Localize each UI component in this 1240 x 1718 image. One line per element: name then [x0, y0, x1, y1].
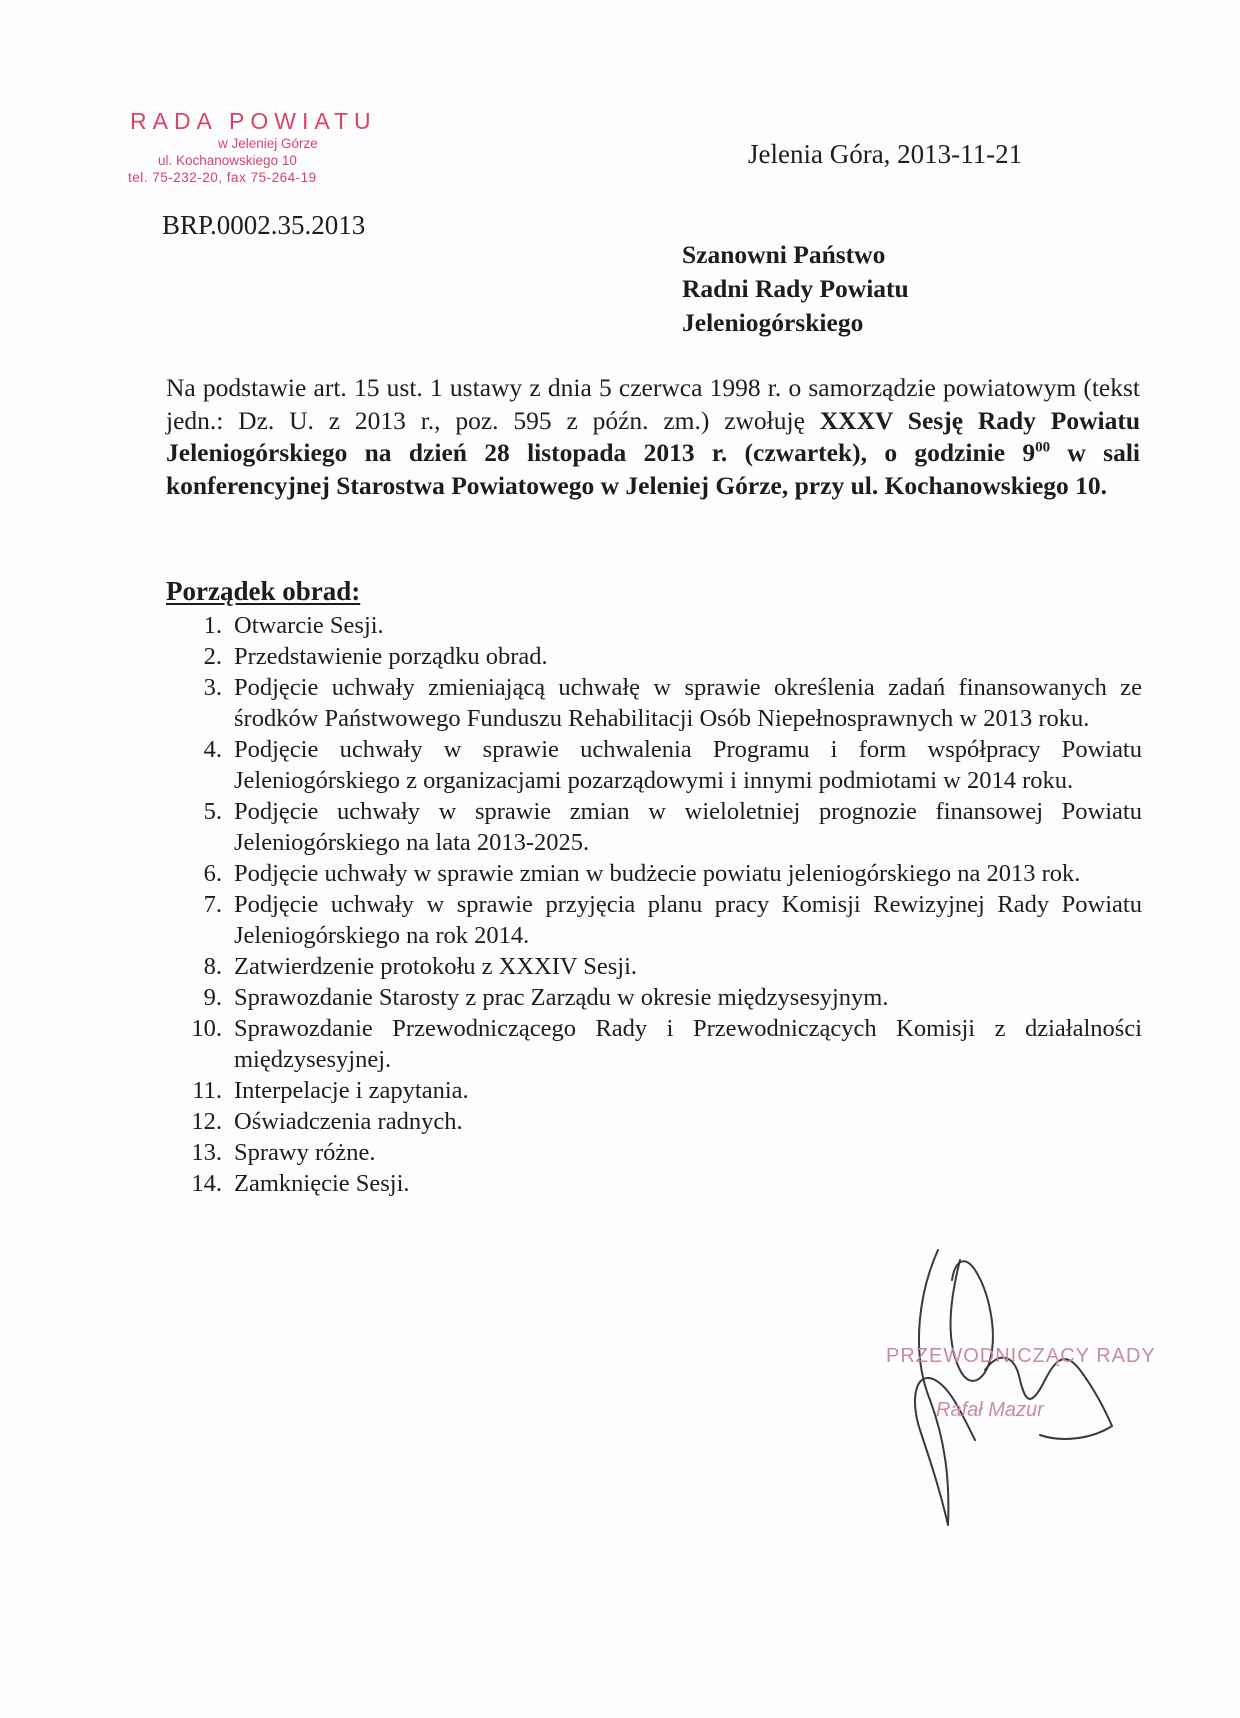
agenda-item-text: Przedstawienie porządku obrad.	[234, 643, 548, 670]
letterhead-phone: tel. 75-232-20, fax 75-264-19	[128, 170, 317, 185]
agenda-item-number: 4.	[203, 736, 222, 763]
agenda-item-text: Podjęcie uchwały w sprawie przyjęcia planu pracy Komisji Rewizyjnej Rady Powiatu Jeleniogórskiego na rok 2014.	[234, 891, 1142, 949]
letterhead-street: ul. Kochanowskiego 10	[158, 153, 297, 168]
agenda-item-text: Podjęcie uchwały w sprawie zmian w budżecie powiatu jeleniogórskiego na 2013 rok.	[234, 860, 1081, 887]
convocation-intro: Na podstawie art. 15 ust. 1 ustawy z dnia 5 czerwca 1998 r. o samorządzie powiatowym (tekst jedn.: Dz. U. z 2013 r., poz. 595 z późn. zm.) zwołuję	[166, 373, 1140, 435]
agenda-item-number: 8.	[203, 953, 222, 980]
agenda-item	[190, 1168, 1142, 1199]
agenda-item	[190, 1075, 1142, 1106]
agenda-item-number: 5.	[203, 798, 222, 825]
agenda-item	[190, 1013, 1142, 1075]
agenda-item	[190, 641, 1142, 672]
agenda-list	[190, 610, 1142, 1199]
agenda-item	[190, 951, 1142, 982]
agenda-item-number: 11.	[192, 1077, 222, 1104]
agenda-item-number: 7.	[203, 891, 222, 918]
agenda-item-text: Zatwierdzenie protokołu z XXXIV Sesji.	[234, 953, 638, 980]
agenda-item-number: 1.	[203, 612, 222, 639]
place-date: Jelenia Góra, 2013-11-21	[748, 139, 1023, 169]
agenda-item	[190, 982, 1142, 1013]
agenda-item	[190, 672, 1142, 734]
agenda-item-text: Podjęcie uchwały w sprawie uchwalenia Programu i form współpracy Powiatu Jeleniogórskiego z organizacjami pozarządowymi i innymi podmiotami w 2014 roku.	[234, 736, 1142, 794]
agenda-item	[190, 1137, 1142, 1168]
agenda-item	[190, 889, 1142, 951]
letterhead-city: w Jeleniej Górze	[218, 136, 318, 151]
agenda-item	[190, 610, 1142, 641]
agenda-item-number: 14.	[191, 1170, 222, 1197]
agenda-item	[190, 858, 1142, 889]
agenda-item-number: 3.	[203, 674, 222, 701]
convocation-location: w sali konferencyjnej Starostwa Powiatowego w Jeleniej Górze, przy ul. Kochanowskiego 10.	[166, 438, 1140, 500]
agenda-item-number: 9.	[203, 984, 222, 1011]
agenda-item-text: Zamknięcie Sesji.	[234, 1170, 410, 1197]
agenda-item-text: Otwarcie Sesji.	[234, 612, 384, 639]
agenda-item-number: 13.	[191, 1139, 222, 1166]
agenda-item-text: Interpelacje i zapytania.	[234, 1077, 469, 1104]
reference-number: BRP.0002.35.2013	[162, 210, 366, 240]
agenda-item-number: 10.	[191, 1015, 222, 1042]
convocation-hour-superscript: 00	[1035, 439, 1051, 456]
agenda-item-number: 2.	[203, 643, 222, 670]
agenda-item-text: Sprawozdanie Przewodniczącego Rady i Przewodniczących Komisji z działalności międzysesyjnej.	[234, 1015, 1142, 1073]
addressee-line-3: Jeleniogórskiego	[682, 308, 864, 337]
agenda-title: Porządek obrad:	[166, 576, 361, 606]
addressee-line-1: Szanowni Państwo	[682, 240, 886, 269]
signature-stamp-name: Rafał Mazur	[936, 1399, 1044, 1421]
agenda-item-text: Podjęcie uchwały zmieniającą uchwałę w sprawie określenia zadań finansowanych ze środków Państwowego Funduszu Rehabilitacji Osób Niepełnosprawnych w 2013 roku.	[234, 674, 1142, 732]
agenda-item-text: Podjęcie uchwały w sprawie zmian w wieloletniej prognozie finansowej Powiatu Jeleniogórskiego na lata 2013-2025.	[234, 798, 1142, 856]
signature-stroke	[915, 1250, 1112, 1525]
agenda-item-text: Sprawy różne.	[234, 1139, 376, 1166]
agenda-item	[190, 1106, 1142, 1137]
agenda-item-text: Sprawozdanie Starosty z prac Zarządu w okresie międzysesyjnym.	[234, 984, 889, 1011]
convocation-paragraph	[166, 372, 1140, 502]
addressee-line-2: Radni Rady Powiatu	[682, 274, 909, 303]
letterhead-org: RADA POWIATU	[130, 108, 377, 134]
agenda-item-number: 6.	[203, 860, 222, 887]
convocation-session: XXXV Sesję Rady Powiatu Jeleniogórskiego na dzień 28 listopada 2013 r. (czwartek), o godzinie 9	[166, 405, 1141, 467]
agenda-item-number: 12.	[191, 1108, 222, 1135]
letterhead-stamp	[128, 108, 418, 186]
agenda-item	[190, 796, 1142, 858]
agenda-item	[190, 734, 1142, 796]
addressee-block	[682, 238, 909, 340]
agenda-item-text: Oświadczenia radnych.	[234, 1108, 463, 1135]
handwritten-signature	[890, 1230, 1130, 1530]
signature-stamp-title: PRZEWODNICZĄCY RADY	[886, 1345, 1156, 1367]
